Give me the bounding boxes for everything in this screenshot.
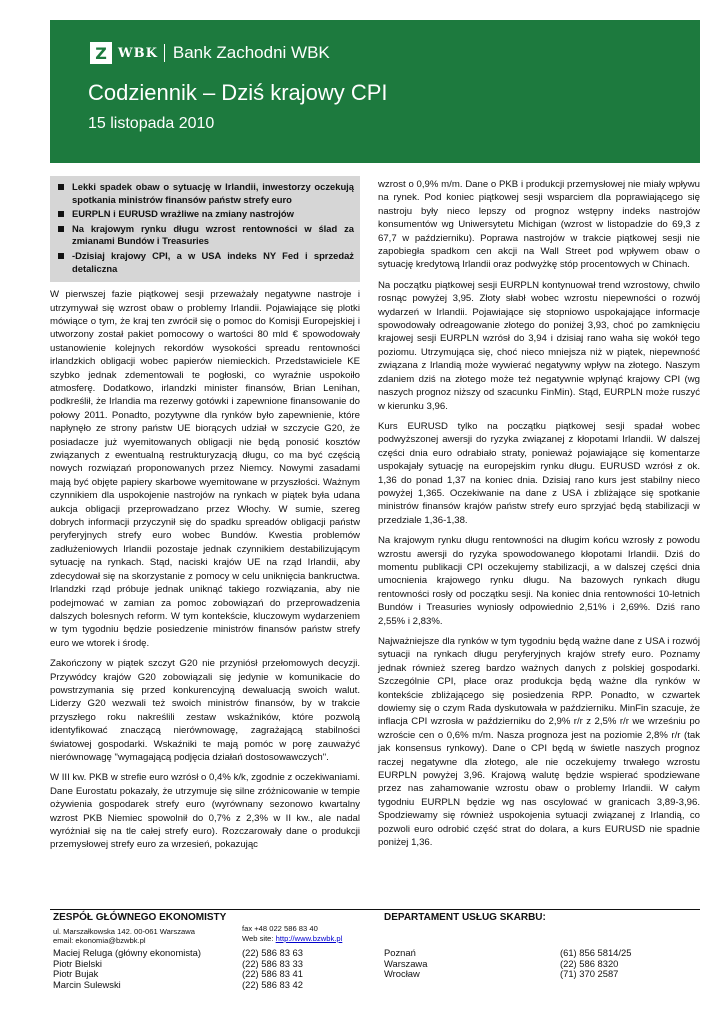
- fax-web: [242, 924, 342, 943]
- report-title: Codziennik – Dziś krajowy CPI: [88, 80, 388, 105]
- dept-title: DEPARTAMENT USŁUG SKARBU:: [384, 912, 546, 923]
- person-phone: (22) 586 83 42: [242, 978, 303, 990]
- email-line: email: ekonomia@bzwbk.pl: [53, 935, 146, 945]
- logo-divider: [164, 44, 165, 62]
- body-paragraph: Na krajowym rynku długu rentowności na długim końcu wzrosły z powodu wzrostu awersji do ryzyka spowodowanego kłopotami Irlandii. Dziś do momentu publikacji CPI oczekujemy stabilizacji, a w dalszej części dnia umocnienia krajowego rynku długu. Na bazowych rynkach długu rentowności rosły od początku sesji. Na koniec dnia rentowności 10-letnich Bundów i Treasuries wyniosły odpowiednio 2,51% i 2,69%. Dziś rano 2,55% i 2,83%.: [378, 535, 700, 627]
- team-names: [53, 948, 201, 990]
- summary-item-text: Lekki spadek obaw o sytuację w Irlandii, inwestorzy oczekują spotkania ministrów finansów państw strefy euro: [72, 181, 354, 205]
- person-name: Piotr Bujak: [53, 968, 99, 980]
- person-name: Maciej Reluga (główny ekonomista): [53, 947, 201, 958]
- team-address: [53, 928, 243, 945]
- report-date: 15 listopada 2010: [88, 115, 215, 132]
- body-paragraph: Na początku piątkowej sesji EURPLN kontynuował trend wzrostowy, chwilo rosnąc powyżej 3,95. Złoty słabł wobec wzrostu niepewności o rozwój wydarzeń w Irlandii. Pojawiające się stopniowo uspokajające informacje spowodowały odreagowanie złotego do poniżej 3,93, choć po zamknięciu krajowej sesji EURPLN wzrósł do 3,94 i dzisiaj rano waha się wokół tego poziomu. Utrzymująca się, choć nieco mniejsza niż w piątek, niepewność związana z Irlandią może wywierać negatywny wpływ na złotego. Naszym zdaniem dziś na złotego może też negatywnie wpłynąć krajowy CPI (wg naszych prognoz niższy od szacunku FinMin). Stąd, EURPLN może ruszyć w kierunku 3,96.: [378, 279, 700, 412]
- summary-item-text: Na krajowym rynku długu wzrost rentowności w ślad za zmianami Bundów i Treasuries: [72, 222, 354, 247]
- summary-item: [58, 223, 354, 248]
- office-phone: (22) 586 8320: [560, 957, 619, 969]
- logo-wbk-text: WBK: [118, 45, 158, 61]
- person-phone: (22) 586 83 33: [242, 957, 303, 969]
- summary-item-text: EURPLN i EURUSD wrażliwe na zmiany nastrojów: [72, 208, 294, 220]
- summary-box: [50, 176, 360, 282]
- left-column: [50, 176, 360, 859]
- summary-item: [58, 208, 354, 221]
- bullet-square-icon: [58, 208, 72, 221]
- body-paragraph: wzrost o 0,9% m/m. Dane o PKB i produkcji przemysłowej nie miały wpływu na rynek. Pod koniec piątkowej sesji wsparciem dla poprawiającego się nastroju były nieco lepszy od prognoz wstępny indeks nastrojów konsumentów wg Uniwersytetu Michigan (wzrost w listopadzie do 69,3 z 67,7 w październiku). Poprawa nastrojów w trakcie piątkowej sesji nie zapobiegła spadkom cen akcji na Wall Street pod wpływem obaw o sytuację kredytową Irlandii oraz podwyżkę stóp procentowych w Chinach.: [378, 179, 700, 271]
- summary-item: [58, 181, 354, 206]
- bullet-square-icon: [58, 181, 72, 206]
- footer-divider: [50, 909, 700, 910]
- office-city: Wrocław: [384, 968, 420, 980]
- bullet-square-icon: [58, 223, 72, 248]
- bank-logo: [90, 42, 330, 64]
- bank-name: Bank Zachodni WBK: [172, 43, 330, 62]
- body-paragraph: Kurs EURUSD tylko na początku piątkowej sesji spadał wobec podwyższonej awersji do ryzyka związanej z kłopotami Irlandii. W dalszej części dnia euro odrabiało straty, ponieważ pojawiające się komentarze uspokajały sytuację na europejskim rynku długu. EURUSD wzrósł z ok. 1,36 do ponad 1,37 na koniec dnia. Dzisiaj rano kurs jest stabilny nieco powyżej 1,365. Oczekiwanie na dane z USA i zbliżające się spotkanie ministrów finansów krajów państw strefy euro sprzyjać będą stabilizacji w przedziale 1,36-1,38.: [378, 420, 700, 526]
- body-paragraph: Zakończony w piątek szczyt G20 nie przyniósł przełomowych decyzji. Przywódcy krajów G20 zobowiązali się jedynie w komunikacie do powstrzymania się przed konkurencyjną dewaluacją swoich walut. Liderzy G20 wezwali też swoich ministrów finansów, by w trakcie przyszłego roku nakreślili zestaw wskaźników, które pozwolą identyfikować znaczącą nierównowagę, zagrażającą stabilności światowej gospodarki. Wskaźniki te mają pomóc w porę zauważyć nierównowagę "wymagającą podjęcia działań dostosowawczych".: [50, 658, 360, 763]
- person-name: Piotr Bielski: [53, 957, 102, 969]
- team-title: ZESPÓŁ GŁÓWNEGO EKONOMISTY: [53, 912, 227, 923]
- body-paragraph: W pierwszej fazie piątkowej sesji przeważały negatywne nastroje i utrzymywał się wzrost obaw o problemy Irlandii. Pojawiające się plotki mówiące o tym, że kraj ten zwrócił się o pomoc do Komisji Europejskiej i utworzony został pakiet pomocowy o wartości 80 mld € spowodowały ustanowienie kolejnych rekordów wysokości spreadu rentowności irlandzkich obligacji wobec papierów niemieckich. Przedstawiciele KE szybko jednak zdementowali te pogłoski, co wyraźnie uspokoiło atmosferę. Dodatkowo, irlandzki minister finansów, Brian Lenihan, podkreślił, że Irlandia ma rezerwy gotówki i zapewnione finansowanie do połowy 2011. Ponadto, pozytywne dla rynków było zapewnienie, które napłynęło ze strony państw UE biorących udział w szczycie G20, że posiadacze już wyemitowanych obligacji nie będą ponosić kosztów związanych z ewentualną restrukturyzacją długu, co ma być częścią nowych rozwiązań proponowanych przez Niemcy. Nowymi zasadami mają być objęte papiery skarbowe wyemitowane w przyszłości. Ważnym czynnikiem dla uspokojenie nastrojów na rynkach w piątek była udana aukcja obligacji przeprowadzano przez Włochy. W sumie, szereg dobrych informacji przyczynił się do spadku spreadów obligacji państw peryferyjnych strefy euro wobec Bundów. Kwestia problemów zadłużeniowych Irlandii pozostaje jednak czynnikiem destabilizującym sytuację na rynkach. Stąd, naciski krajów UE na rząd Irlandii, aby zdecydował się na skorzystanie z pomocy w celu uniknięcia bankructwa. Irlandzki rząd próbuje jednak uniknąć takiego rozwiązania, aby nie podejmować w zamian za pomoc zobowiązań do przeprowadzenia dalszych bolesnych reform. W tym kontekście, kluczowym wydarzeniem w tym tygodniu będzie posiedzenie ministrów finansów państw strefy euro we wtorek i środę.: [50, 289, 360, 649]
- office-cities: [384, 948, 427, 980]
- body-paragraph: Najważniejsze dla rynków w tym tygodniu będą ważne dane z USA i rozwój sytuacji na rynkach długu peryferyjnych krajów strefy euro. Poznamy jednak również szereg bardzo ważnych danych z polskiej gospodarki. Szczególnie CPI, płace oraz produkcja będą ważne dla rynków w kontekście zbliżającego się posiedzenia RPP. Ponadto, w czwartek dowiemy się o czym Rada dyskutowała w październiku. MinFin szacuje, że inflacja CPI wzrosła w październiku do 2,9% r/r z 2,5% r/r we wrześniu po wzroście cen o 0,6% m/m. Nasza prognoza jest na poziomie 2,8% r/r (tak jak konsensus rynkowy). Dane o CPI będą w świetle naszych prognoz raczej negatywne dla złotego, ale nie oczekujemy trwałego wzrostu EURPLN powyżej 3,96. Krajową walutę będzie wspierać spodziewane przez nas zahamowanie wzrostu obaw o problemy Irlandii. W całym tygodniu EURPLN będzie wg nas oscylować w granicach 3,89-3,96. Spodziewamy się również uspokojenia sytuacji związanej z Irlandią, co pozwoli euro odrobić część strat do dolara, a kurs EURUSD nie spadnie poniżej 1,36.: [378, 636, 700, 849]
- office-city: Poznań: [384, 947, 416, 958]
- person-phone: (22) 586 83 63: [242, 947, 303, 958]
- person-name: Marcin Sulewski: [53, 978, 121, 990]
- person-phone: (22) 586 83 41: [242, 968, 303, 980]
- right-column: [378, 178, 700, 857]
- address-line: ul. Marszałkowska 142. 00-061 Warszawa: [53, 927, 195, 936]
- summary-item-text: -Dzisiaj krajowy CPI, a w USA indeks NY Fed i sprzedaż detaliczna: [72, 249, 354, 274]
- bank-logo-icon: Z: [90, 42, 112, 64]
- website-link[interactable]: http://www.bzwbk.pl: [275, 933, 343, 943]
- office-city: Warszawa: [384, 957, 428, 969]
- fax-line: fax +48 022 586 83 40: [242, 924, 318, 933]
- office-phones: [560, 948, 631, 980]
- web-line: [242, 934, 342, 944]
- body-paragraph: W III kw. PKB w strefie euro wzrósł o 0,4% k/k, zgodnie z oczekiwaniami. Dane Eurostatu pokazały, że utrzymuje się silne zróżnicowanie w tempie ożywienia gospodarek strefy euro (wyrównany sezonowo kwartalny wzrost PKB Niemiec spowolnił do 0,7% z 2,3% w II kw., ale nadal wyróżniał się na tle całej strefy euro). Rozczarowały dane o produkcji przemysłowej strefy euro za wrzesień, pokazując: [50, 772, 360, 851]
- office-phone: (71) 370 2587: [560, 968, 619, 980]
- report-header: [50, 20, 700, 163]
- team-phones: [242, 948, 303, 990]
- summary-item: [58, 250, 354, 275]
- web-label: Web site:: [242, 933, 276, 943]
- bullet-square-icon: [58, 250, 72, 275]
- office-phone: (61) 856 5814/25: [560, 947, 632, 958]
